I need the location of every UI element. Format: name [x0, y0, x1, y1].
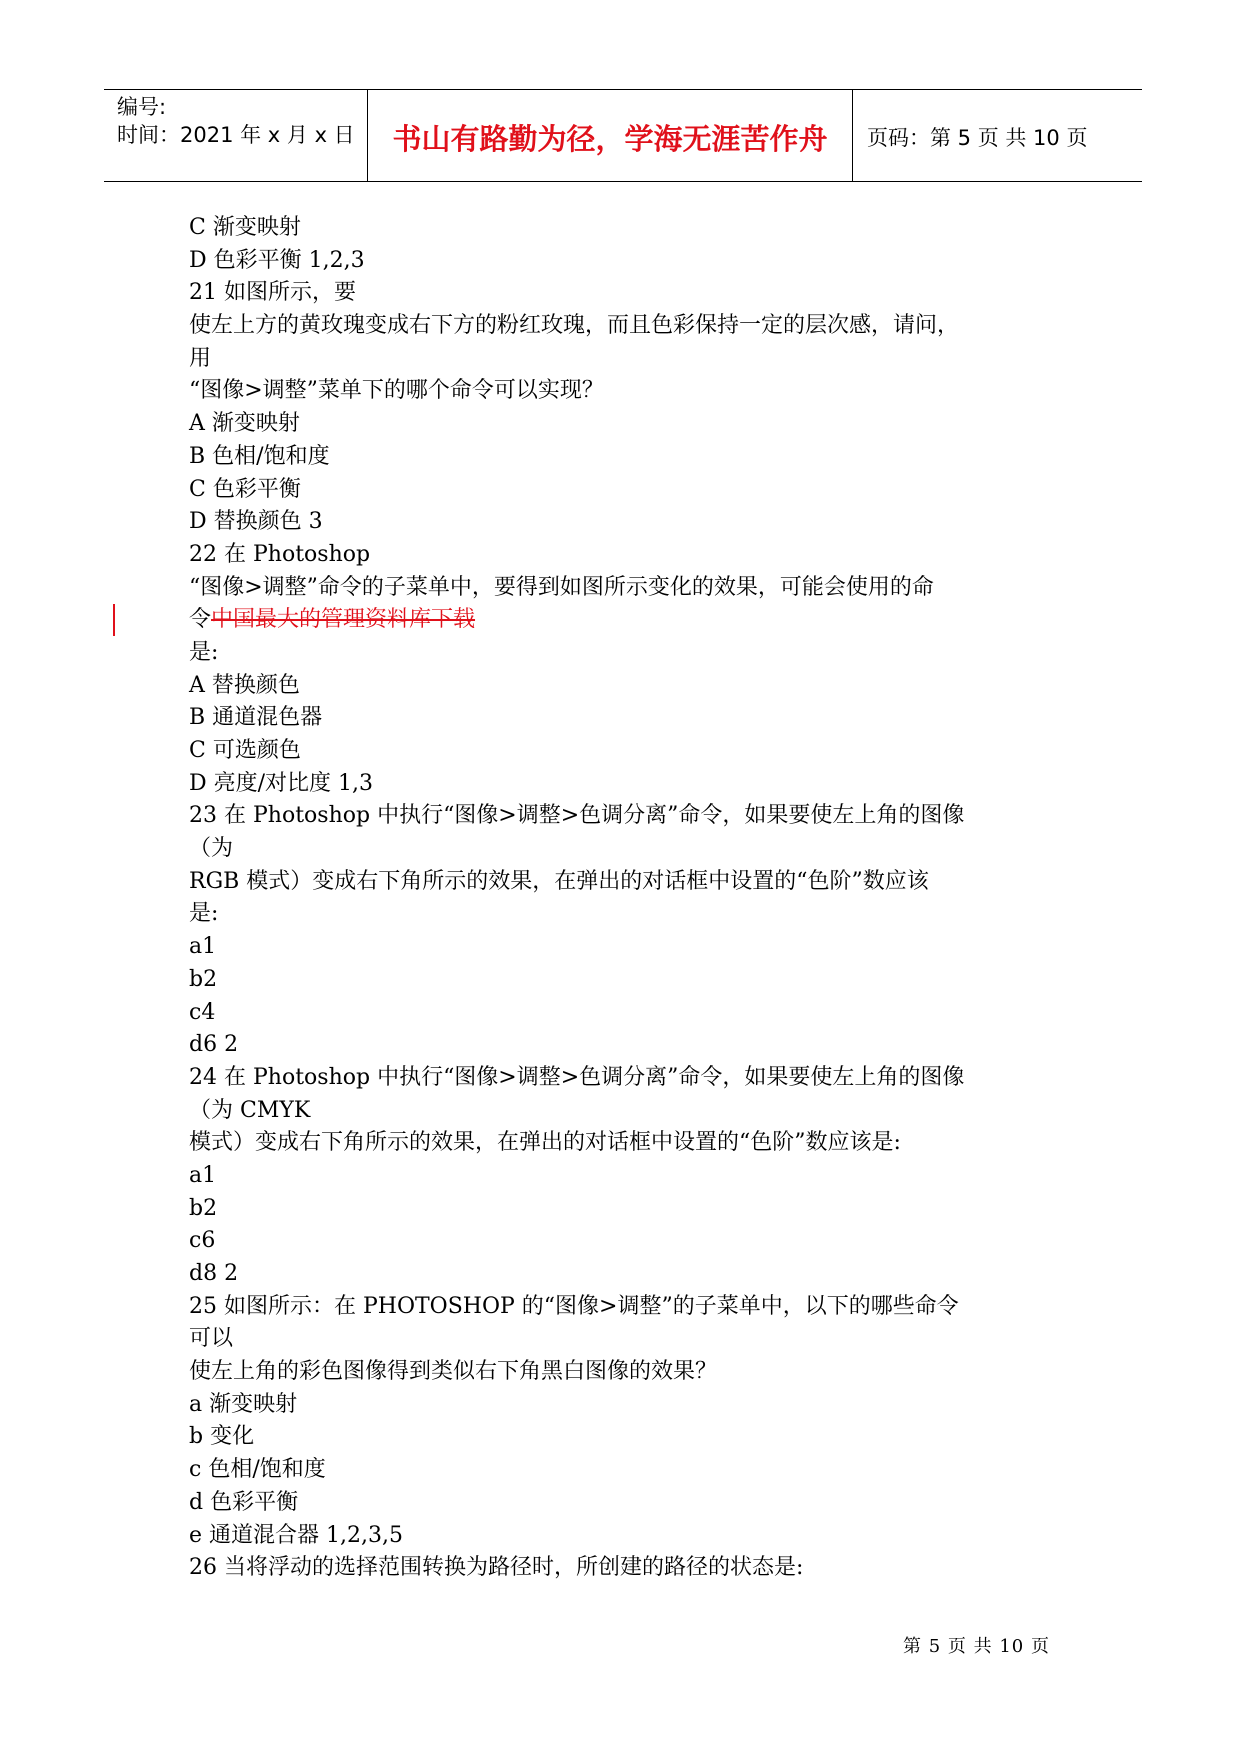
revision-change-bar [113, 604, 115, 636]
text-line: c6 [189, 1228, 216, 1254]
text-line: 使左上角的彩色图像得到类似右下角黑白图像的效果？ [189, 1359, 718, 1385]
page-footer: 第 5 页 共 10 页 [903, 1636, 1050, 1657]
text-fragment: 令 [189, 607, 212, 633]
text-line: A 替换颜色 [189, 672, 300, 698]
text-line: d6 2 [189, 1032, 239, 1058]
text-line: C 色彩平衡 [189, 476, 301, 502]
text-line: d8 2 [189, 1261, 239, 1286]
text-line: c4 [189, 999, 216, 1025]
text-line: 21 如图所示，要 [189, 280, 356, 306]
text-line: 24 在 Photoshop 中执行“图像>调整>色调分离”命令，如果要使左上角的图像 [189, 1064, 965, 1090]
text-line-with-insertion [189, 604, 1069, 637]
document-body [189, 212, 1069, 1585]
text-line: C 渐变映射 [189, 215, 301, 240]
text-line: RGB 模式）变成右下角所示的效果，在弹出的对话框中设置的“色阶”数应该 [189, 868, 929, 894]
text-line: D 替换颜色 3 [189, 509, 323, 535]
header-motto: 书山有路勤为径，学海无涯苦作舟 [368, 90, 853, 181]
text-line: “图像>调整”菜单下的哪个命令可以实现？ [189, 378, 604, 404]
text-line: “图像>调整”命令的子菜单中，要得到如图所示变化的效果，可能会使用的命 [189, 574, 934, 600]
text-line: 用 [189, 345, 212, 371]
text-line: A 渐变映射 [189, 411, 300, 437]
text-line: 是: [189, 901, 219, 927]
text-line: （为 CMYK [189, 1097, 311, 1123]
text-line: a1 [189, 934, 217, 960]
text-line: B 通道混色器 [189, 705, 323, 731]
text-line: D 色彩平衡 1,2,3 [189, 247, 365, 273]
inserted-tracked-text: 中国最大的管理资料库下载 [211, 607, 476, 633]
text-line: 使左上方的黄玫瑰变成右下方的粉红玫瑰，而且色彩保持一定的层次感，请问， [189, 313, 960, 339]
text-line: a 渐变映射 [189, 1391, 298, 1417]
header-page-info: 页码：第 5 页 共 10 页 [867, 126, 1088, 150]
text-line: 26 当将浮动的选择范围转换为路径时，所创建的路径的状态是: [189, 1555, 804, 1581]
text-line: B 色相/饱和度 [189, 443, 330, 469]
text-line: b2 [189, 1195, 218, 1221]
serial-label: 编号: [117, 95, 167, 119]
text-line: C 可选颜色 [189, 738, 301, 763]
text-line: e 通道混合器 1,2,3,5 [189, 1522, 403, 1548]
text-line: 22 在 Photoshop [189, 541, 371, 567]
text-line: b 变化 [189, 1424, 255, 1450]
text-line: d 色彩平衡 [189, 1489, 299, 1515]
text-line: 模式）变成右下角所示的效果，在弹出的对话框中设置的“色阶”数应该是: [189, 1130, 901, 1156]
text-line: （为 [189, 836, 234, 862]
text-line: 25 如图所示：在 PHOTOSHOP 的“图像>调整”的子菜单中，以下的哪些命令 [189, 1293, 959, 1319]
text-line: 是: [189, 639, 219, 665]
text-line: c 色相/饱和度 [189, 1457, 326, 1483]
text-line: a1 [189, 1162, 217, 1188]
page-header [104, 89, 1142, 182]
time-label: 时间：2021 年 x 月 x 日 [117, 123, 355, 147]
header-meta [104, 90, 368, 181]
text-line: 23 在 Photoshop 中执行“图像>调整>色调分离”命令，如果要使左上角的图像 [189, 803, 965, 829]
text-line: D 亮度/对比度 1,3 [189, 770, 374, 796]
text-line: b2 [189, 966, 218, 992]
text-line: 可以 [189, 1326, 234, 1352]
